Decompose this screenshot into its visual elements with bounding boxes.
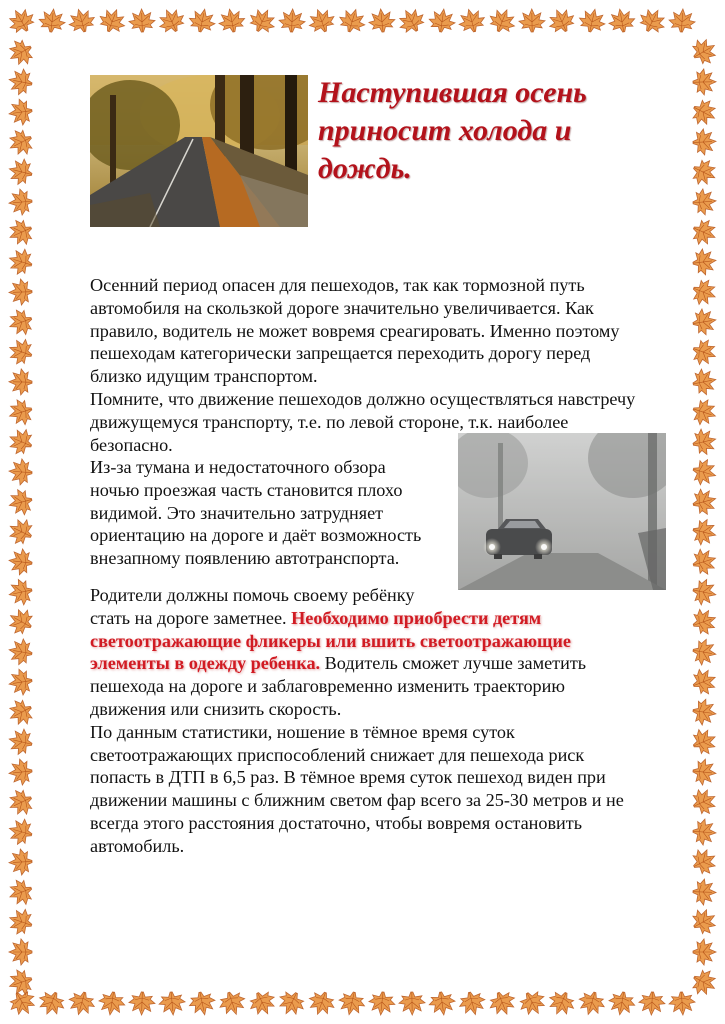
maple-leaf-icon bbox=[690, 546, 720, 578]
maple-leaf-icon bbox=[689, 276, 720, 309]
maple-leaf-icon bbox=[4, 36, 37, 70]
maple-leaf-icon bbox=[428, 7, 457, 33]
title-line: приносит холода и bbox=[318, 114, 572, 147]
maple-leaf-icon bbox=[486, 988, 519, 1019]
maple-leaf-icon bbox=[668, 8, 696, 33]
maple-leaf-icon bbox=[4, 4, 38, 37]
maple-leaf-icon bbox=[337, 6, 369, 36]
maple-leaf-icon bbox=[9, 279, 33, 306]
text-line: Родители должны помочь своему ребёнку bbox=[90, 585, 415, 605]
text-line: безопасно. bbox=[90, 434, 173, 455]
foggy-road-car-photo bbox=[458, 433, 666, 590]
maple-leaf-icon bbox=[690, 426, 718, 457]
maple-leaf-icon bbox=[519, 9, 545, 32]
maple-leaf-icon bbox=[187, 7, 217, 35]
text-line: внезапному появлению автотранспорта. bbox=[90, 548, 400, 569]
maple-leaf-icon bbox=[688, 34, 721, 68]
maple-leaf-icon bbox=[6, 397, 36, 429]
maple-leaf-icon bbox=[399, 992, 425, 1015]
maple-leaf-icon bbox=[693, 879, 717, 906]
text-fragment: стать на дороге заметнее. bbox=[90, 607, 292, 628]
maple-leaf-icon bbox=[5, 126, 37, 160]
maple-leaf-icon bbox=[690, 457, 719, 488]
maple-leaf-icon bbox=[5, 876, 36, 909]
maple-leaf-icon bbox=[158, 991, 186, 1016]
text-fragment: Водитель сможет лучше заметить bbox=[320, 653, 587, 674]
paragraph-fog bbox=[90, 456, 421, 570]
maple-leaf-icon bbox=[187, 990, 217, 1018]
maple-leaf-icon bbox=[486, 5, 519, 36]
maple-leaf-icon bbox=[636, 5, 670, 37]
text-line bbox=[90, 652, 624, 675]
maple-leaf-icon bbox=[368, 8, 396, 34]
maple-leaf-icon bbox=[516, 987, 550, 1020]
maple-leaf-icon bbox=[668, 991, 696, 1016]
highlight-text: Необходимо приобрести детям bbox=[291, 607, 542, 628]
maple-leaf-icon bbox=[129, 9, 156, 33]
maple-leaf-icon bbox=[35, 988, 68, 1019]
maple-leaf-icon bbox=[7, 98, 33, 127]
text-line: пешеходам категорически запрещается переходить дорогу перед bbox=[90, 343, 591, 364]
text-line: светоотражающих приспособлений снижает для пешехода риск bbox=[90, 744, 585, 765]
page-title bbox=[318, 74, 648, 188]
maple-leaf-icon bbox=[428, 990, 457, 1016]
maple-leaf-icon bbox=[692, 758, 718, 786]
maple-leaf-icon bbox=[9, 369, 32, 395]
text-line: пешехода на дороге и заблаговременно изменить траекторию bbox=[90, 676, 565, 697]
maple-leaf-icon bbox=[638, 991, 665, 1015]
text-line: По данным статистики, ношение в тёмное время суток bbox=[90, 721, 515, 742]
text-line: движущемуся транспорту, т.е. по левой стороне, т.к. наиболее bbox=[90, 411, 569, 432]
text-line: всегда этого расстояния достаточно, чтобы вовремя остановить bbox=[90, 812, 583, 833]
maple-leaf-icon bbox=[7, 668, 34, 697]
title-line: Наступившая осень bbox=[318, 76, 587, 109]
maple-leaf-icon bbox=[4, 696, 37, 730]
maple-leaf-icon bbox=[693, 939, 716, 965]
maple-leaf-icon bbox=[217, 7, 247, 35]
maple-leaf-icon bbox=[6, 987, 40, 1020]
maple-leaf-icon bbox=[246, 987, 279, 1019]
maple-leaf-icon bbox=[690, 517, 719, 548]
text-line: движения или снизить скорость. bbox=[90, 698, 342, 719]
text-line: автомобиля на скользкой дороге значительно увеличивается. Как bbox=[90, 297, 594, 318]
text-line: ориентацию на дороге и даёт возможность bbox=[90, 525, 422, 546]
maple-leaf-icon bbox=[457, 989, 488, 1018]
maple-leaf-icon bbox=[691, 367, 719, 397]
maple-leaf-icon bbox=[5, 425, 36, 458]
maple-leaf-icon bbox=[689, 665, 720, 698]
maple-leaf-icon bbox=[607, 990, 637, 1017]
maple-leaf-icon bbox=[7, 637, 34, 667]
text-line: правило, водитель не может вовремя среагировать. Именно поэтому bbox=[90, 320, 620, 341]
text-line: автомобиль. bbox=[90, 835, 185, 856]
maple-leaf-icon bbox=[456, 6, 487, 35]
maple-leaf-icon bbox=[688, 845, 720, 879]
maple-leaf-icon bbox=[688, 904, 721, 938]
maple-leaf-icon bbox=[691, 698, 717, 727]
maple-leaf-icon bbox=[688, 96, 721, 130]
maple-leaf-icon bbox=[278, 8, 305, 32]
maple-leaf-icon bbox=[6, 726, 34, 757]
text-line: Помните, что движение пешеходов должно осуществляться навстречу bbox=[90, 388, 636, 409]
maple-leaf-icon bbox=[5, 306, 36, 339]
maple-leaf-icon bbox=[5, 786, 37, 819]
maple-leaf-icon bbox=[5, 515, 37, 548]
text-line: ночью проезжая часть становится плохо bbox=[90, 479, 403, 500]
text-line: попасть в ДТП в 6,5 раз. В тёмное время суток пешеход виден при bbox=[90, 767, 606, 788]
maple-leaf-icon bbox=[66, 6, 97, 35]
maple-leaf-icon bbox=[5, 216, 37, 249]
maple-leaf-icon bbox=[545, 5, 578, 37]
maple-leaf-icon bbox=[689, 397, 719, 429]
maple-leaf-icon bbox=[38, 8, 67, 34]
maple-leaf-icon bbox=[246, 5, 279, 37]
title-line: дождь. bbox=[318, 152, 412, 185]
text-line: видимой. Это значительно затрудняет bbox=[90, 502, 384, 523]
text-line: Из-за тумана и недостаточного обзора bbox=[90, 457, 386, 477]
maple-leaf-icon bbox=[693, 69, 716, 95]
maple-leaf-icon bbox=[577, 6, 608, 34]
maple-leaf-icon bbox=[691, 248, 717, 277]
maple-leaf-icon bbox=[368, 991, 396, 1017]
paragraph-danger-period bbox=[90, 274, 635, 456]
highlight-text: светоотражающие фликеры или вшить светоотражающие bbox=[90, 630, 571, 651]
maple-leaf-icon bbox=[5, 905, 35, 937]
maple-leaf-icon bbox=[692, 818, 717, 846]
maple-leaf-icon bbox=[336, 989, 367, 1017]
maple-leaf-icon bbox=[545, 988, 578, 1020]
maple-leaf-icon bbox=[691, 307, 718, 336]
maple-leaf-icon bbox=[691, 637, 718, 667]
maple-leaf-icon bbox=[5, 966, 35, 998]
maple-leaf-icon bbox=[7, 67, 35, 97]
maple-leaf-icon bbox=[688, 156, 720, 189]
maple-leaf-icon bbox=[692, 128, 716, 155]
text-line: движении машины с ближним светом фар всего за 25-30 метров и не bbox=[90, 790, 624, 811]
maple-leaf-icon bbox=[66, 989, 97, 1018]
maple-leaf-icon bbox=[8, 758, 34, 786]
text-line: Осенний период опасен для пешеходов, так как тормозной путь bbox=[90, 275, 585, 295]
maple-leaf-icon bbox=[6, 156, 35, 187]
text-line: близко идущим транспортом. bbox=[90, 366, 318, 387]
maple-leaf-icon bbox=[6, 487, 35, 518]
maple-leaf-icon bbox=[576, 989, 608, 1019]
maple-leaf-icon bbox=[97, 990, 126, 1017]
maple-leaf-icon bbox=[6, 816, 35, 847]
maple-leaf-icon bbox=[5, 335, 36, 367]
maple-leaf-icon bbox=[689, 336, 720, 368]
maple-leaf-icon bbox=[688, 785, 720, 818]
maple-leaf-icon bbox=[8, 188, 33, 216]
maple-leaf-icon bbox=[692, 188, 717, 216]
maple-leaf-icon bbox=[9, 939, 32, 965]
maple-leaf-icon bbox=[688, 966, 721, 1000]
paragraph-reflectors bbox=[90, 584, 624, 858]
maple-leaf-icon bbox=[689, 725, 720, 758]
maple-leaf-icon bbox=[8, 848, 32, 875]
maple-leaf-icon bbox=[155, 5, 188, 37]
maple-leaf-icon bbox=[275, 987, 309, 1019]
autumn-road-photo bbox=[90, 75, 308, 227]
maple-leaf-icon bbox=[305, 988, 337, 1019]
maple-leaf-icon bbox=[8, 548, 34, 577]
maple-leaf-icon bbox=[690, 486, 719, 517]
maple-leaf-icon bbox=[7, 577, 35, 607]
maple-leaf-icon bbox=[96, 5, 129, 36]
maple-leaf-icon bbox=[6, 246, 36, 278]
maple-leaf-icon bbox=[689, 605, 719, 637]
maple-leaf-icon bbox=[8, 458, 33, 486]
maple-leaf-icon bbox=[129, 992, 156, 1016]
maple-leaf-icon bbox=[607, 7, 637, 34]
maple-leaf-icon bbox=[4, 604, 37, 638]
text-line bbox=[90, 607, 624, 630]
highlight-text: элементы в одежду ребенка. bbox=[90, 653, 321, 674]
maple-leaf-icon bbox=[216, 988, 248, 1018]
maple-leaf-icon bbox=[394, 4, 428, 37]
maple-leaf-icon bbox=[691, 577, 719, 607]
maple-leaf-icon bbox=[689, 216, 721, 249]
maple-leaf-icon bbox=[305, 5, 337, 36]
